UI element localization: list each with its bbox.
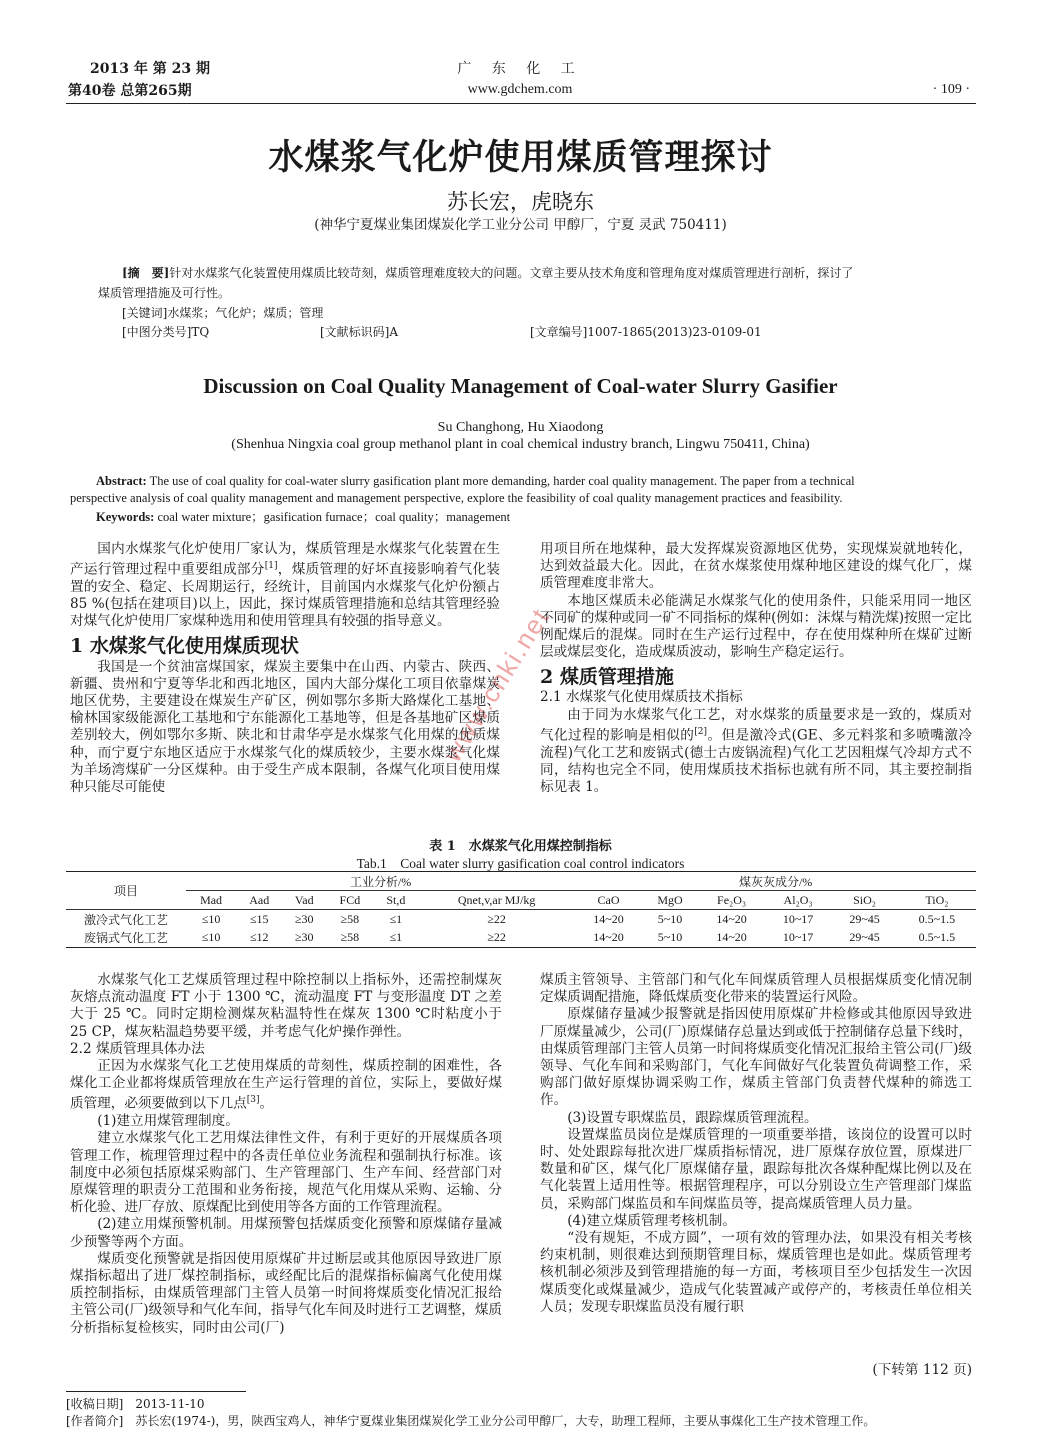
section-2-1-paragraph: 由于同为水煤浆气化工艺，对水煤浆的质量要求是一致的，煤质对气化过程的影响是相似的[2]。但是激冷式(GE、多元料浆和多喷嘴激冷流程)气化工艺和废锅式(德士古废锅流程)气化工艺因粗煤气冷却方式不同，结构也完全不同，使用煤质技术指标也就有所不同，其主要控制指标见表 1。: [540, 706, 973, 795]
indicator-control-paragraph: 水煤浆气化工艺煤质管理过程中除控制以上指标外，还需控制煤灰灰熔点流动温度 FT 小于 1300 ℃，流动温度 FT 与变形温度 DT 之差大于 25 ℃。同时定期检测煤灰粘温特性在煤灰 1300 ℃时粘度小于 25 CP，煤灰粘温趋势要平缓，并考虑气化炉操作弹性。: [70, 972, 502, 1040]
affiliation-en: (Shenhua Ningxia coal group methanol plant in coal chemical industry branch, Lingwu 750411, China): [231, 437, 810, 452]
watermark: www.cnki.net: [437, 602, 556, 768]
table-cell: 5~10: [657, 911, 683, 926]
document-code: [文献标识码]A: [320, 325, 399, 339]
table-cell: 10~17: [782, 930, 814, 945]
measure-3-heading: (3)设置专职煤监员，跟踪煤质管理流程。: [567, 1109, 818, 1126]
table-header-cell: St,d: [374, 891, 418, 910]
table-cell: 29~45: [849, 911, 880, 926]
intro-paragraph: 国内水煤浆气化炉使用厂家认为，煤质管理是水煤浆气化装置在生产运行管理过程中重要组成部分[1]，煤质管理的好坏直接影响着气化装置的安全、稳定、长周期运行，经统计，目前国内水煤浆气化炉份额占 85 %(包括在建项目)以上，因此，探讨煤质管理措施和总结其管理经验对煤气化炉使用厂家煤种选用和使用管理具有较强的指导意义。: [70, 541, 501, 630]
measure-1-paragraph: 建立水煤浆气化工艺用煤法律性文件，有利于更好的开展煤质各项管理工作，梳理管理过程中的各责任单位业务流程和强制执行标准。该制度中必须包括原煤采购部门、生产管理部门、生产车间、经营部门对原煤管理的职责分工范围和业务衔接，规范气化用煤从采购、运输、分析化验、进厂存放、原煤配比到使用等各方面的工作管理流程。: [70, 1130, 502, 1216]
table-cell: 10~17: [782, 911, 814, 926]
table-cell: ≥58: [340, 911, 360, 926]
table-header-cell: Fe₂O₃: [698, 891, 765, 910]
right-column-bottom: [540, 972, 972, 1316]
section-1-paragraph: 我国是一个贫油富煤国家，煤炭主要集中在山西、内蒙古、陕西、新疆、贵州和宁夏等华北和西北地区，国内大部分煤化工项目依靠煤炭地区优势，主要建设在煤炭生产矿区，例如鄂尔多斯大路煤化工基地、榆林国家级能源化工基地和宁东能源化工基地等，但是各基地矿区煤质差别较大，例如鄂尔多斯、陕北和甘肃华亭是水煤浆气化用煤的优质煤种，而宁夏宁东地区适应于水煤浆气化的煤质较少，主要水煤浆气化煤为羊场湾煤矿一分区煤种。由于受生产成本限制，各煤气化项目使用煤种只能尽可能使: [70, 658, 500, 795]
continued-paragraph-2: 煤质主管领导、主管部门和气化车间煤质管理人员根据煤质变化情况制定煤质调配措施，降低煤质变化带来的装置运行风险。: [540, 972, 972, 1006]
abstract-en-line1: Abstract: The use of coal quality for coal-water slurry gasification plant more demanding, harder coal quality management. The paper from a technical: [96, 474, 855, 488]
table-cell: ≥22: [487, 930, 506, 945]
table-cell: ≤10: [201, 911, 221, 926]
section-1-heading: 1 水煤浆气化使用煤质现状: [70, 634, 299, 657]
table-header-cell: Mad: [186, 891, 236, 910]
table-header-cell: MgO: [642, 891, 699, 910]
table-header-cell: Aad: [236, 891, 282, 910]
authors-zh: 苏长宏，虎晓东: [447, 190, 594, 214]
coal-change-warning-paragraph: 煤质变化预警就是指因使用原煤矿井过断层或其他原因导致进厂原煤指标超出了进厂煤控制指标，或经配比后的混煤指标偏离气化使用煤质控制指标，由煤质管理部门主管人员第一时间将煤质变化情况汇报给主管公司(厂)级领导和气化车间，指导气化车间及时进行工艺调整，煤质分析指标复检核实，同时由公司(厂): [70, 1250, 503, 1336]
table-group-header-row: [66, 872, 976, 891]
coal-indicator-table: [66, 871, 976, 948]
table-cell: ≥30: [294, 911, 314, 926]
keywords-en: Keywords: coal water mixture；gasification furnace；coal quality；management: [96, 510, 511, 524]
table-cell: ≥30: [294, 930, 314, 945]
table-header-cell: Al₂O₃: [765, 891, 832, 910]
left-column-top: [70, 541, 500, 796]
table-caption-en: Tab.1 Coal water slurry gasification coal control indicators: [356, 856, 685, 871]
continued-on-note: (下转第 112 页): [872, 1362, 972, 1378]
table-header-cell: Vad: [282, 891, 326, 910]
received-date: [收稿日期] 2013-11-10: [66, 1397, 205, 1411]
table-cell: 29~45: [849, 930, 880, 945]
table-cell: 14~20: [593, 911, 624, 926]
table-cell: ≤10: [201, 930, 221, 945]
table-cell: ≤1: [389, 911, 403, 926]
continued-paragraph: 用项目所在地煤种，最大发挥煤炭资源地区优势，实现煤炭就地转化，达到效益最大化。因此，在贫水煤浆使用煤种地区建设的煤气化厂，煤质管理难度非常大。: [540, 541, 972, 592]
right-column-top: [540, 541, 972, 796]
title-zh: 水煤浆气化炉使用煤质管理探讨: [268, 137, 773, 178]
authors-en: Su Changhong, Hu Xiaodong: [437, 420, 604, 435]
measure-4-paragraph: “没有规矩，不成方圆”，一项有效的管理办法，如果没有相关考核约束机制，则很难达到预期管理目标，煤质管理也是如此。煤质管理考核机制必须涉及到管理措施的每一方面，考核项目至少包括发生一次因煤质变化或煤量减少，造成气化装置减产或停产的，考核责任单位相关人员；发现专职煤监员没有履行职: [540, 1230, 972, 1315]
abstract-en-line2: perspective analysis of coal quality management and management perspective, explore the feasibility of coal quality management practices and feasibility.: [70, 491, 843, 505]
table-row-label: 废锅式气化工艺: [83, 931, 168, 946]
table-row-label: 激冷式气化工艺: [83, 912, 168, 927]
table-cell: 0.5~1.5: [918, 930, 956, 945]
table-cell: ≥22: [487, 911, 506, 926]
affiliation-zh: (神华宁夏煤业集团煤炭化学工业分公司 甲醇厂，宁夏 灵武 750411): [314, 217, 727, 233]
footer-rule: [66, 1391, 246, 1392]
table-cell: 14~20: [593, 930, 624, 945]
measure-1-heading: (1)建立用煤管理制度。: [97, 1113, 239, 1130]
table-group-ash: 煤灰灰成分/%: [575, 872, 976, 891]
table-cell: ≥58: [340, 930, 360, 945]
table-group-proximate: 工业分析/%: [186, 872, 575, 891]
measure-4-heading: (4)建立煤质管理考核机制。: [567, 1212, 736, 1229]
keywords-zh: [关键词]水煤浆；气化炉；煤质；管理: [122, 306, 324, 320]
table-cell: 14~20: [716, 911, 747, 926]
measure-2-heading: (2)建立用煤预警机制。用煤预警包括煤质变化预警和原煤储存量减少预警等两个方面。: [70, 1216, 502, 1250]
issue-line2: 第40卷 总第265期: [68, 83, 192, 99]
table-cell: 14~20: [716, 930, 747, 945]
table-cell: ≤1: [389, 930, 403, 945]
table-header-cell: FCd: [326, 891, 374, 910]
header-rule: [66, 103, 976, 104]
abstract-zh-line2: 煤质管理措施及可行性。: [98, 286, 231, 300]
table-header-item: 项目: [66, 872, 186, 910]
journal-website: www.gdchem.com: [467, 82, 573, 97]
management-intro-paragraph: 正因为水煤浆气化工艺使用煤质的苛刻性，煤质控制的困难性，各煤化工企业都将煤质管理放在生产运行管理的首位，实际上，要做好煤质管理，必须要做到以下几点[3]。: [70, 1058, 502, 1112]
issue-line1: 2013 年 第 23 期: [90, 61, 210, 77]
table-row: [66, 910, 976, 929]
regional-coal-paragraph: 本地区煤质未必能满足水煤浆气化的使用条件，只能采用同一地区不同矿的煤种或同一矿不同指标的煤种(例如：沫煤与精洗煤)按照一定比例配煤后的混煤。同时在生产运行过程中，存在使用煤种所在煤矿过断层或煤层变化，造成煤质波动，影响生产稳定运行。: [540, 592, 973, 661]
page-number: · 109 ·: [932, 82, 970, 97]
table-header-cell: SiO₂: [831, 891, 898, 910]
measure-3-paragraph: 设置煤监员岗位是煤质管理的一项重要举措，该岗位的设置可以时时、处处跟踪每批次进厂煤质指标情况，进厂原煤存放位置，原煤进厂数量和矿区，煤气化厂原煤储存量，跟踪每批次各煤种配煤比例以及在气化装置上适用性等。根据管理程序，可以分别设立生产管理部门煤监员，采购部门煤监员和车间煤监员等，提高煤质管理人员力量。: [540, 1126, 972, 1212]
table-cell: 5~10: [657, 930, 683, 945]
table-row: [66, 929, 976, 948]
keywords-en-label: Keywords:: [96, 510, 155, 524]
table-cell: ≤12: [249, 930, 269, 945]
section-2-heading: 2 煤质管理措施: [540, 666, 674, 689]
abstract-zh-line1: [摘 要]针对水煤浆气化装置使用煤质比较苛刻，煤质管理难度较大的问题。文章主要从技术角度和管理角度对煤质管理进行剖析，探讨了: [122, 266, 854, 280]
abstract-zh-label: [摘 要]: [122, 266, 170, 280]
author-bio: [作者简介] 苏长宏(1974-)，男，陕西宝鸡人，神华宁夏煤业集团煤炭化学工业分公司甲醇厂，大专，助理工程师，主要从事煤化工生产技术管理工作。: [66, 1414, 876, 1428]
clc-code: [中图分类号]TQ: [122, 325, 210, 339]
article-number: [文章编号]1007-1865(2013)23-0109-01: [530, 325, 762, 339]
table-header-cell: CaO: [575, 891, 642, 910]
table-cell: 0.5~1.5: [918, 911, 956, 926]
table-header-cell: Qnet,v,ar MJ/kg: [418, 891, 575, 910]
section-2-1-heading: 2.1 水煤浆气化使用煤质技术指标: [540, 689, 743, 706]
table-header-row: [66, 891, 976, 910]
table-header-cell: TiO₂: [898, 891, 976, 910]
table-cell: ≤15: [249, 911, 269, 926]
table-caption-zh: 表 1 水煤浆气化用煤控制指标: [429, 839, 612, 854]
abstract-en-label: Abstract:: [96, 474, 147, 488]
left-column-bottom: [70, 972, 502, 1337]
title-en: Discussion on Coal Quality Management of Coal-water Slurry Gasifier: [203, 374, 838, 398]
section-2-2-heading: 2.2 煤质管理具体办法: [70, 1040, 205, 1057]
journal-name: 广 东 化 工: [457, 61, 583, 77]
storage-warning-paragraph: 原煤储存量减少报警就是指因使用原煤矿井检修或其他原因导致进厂原煤量减少，公司(厂)原煤储存总量达到或低于控制储存总量下线时，由煤质管理部门主管人员第一时间将煤质变化情况汇报给主管公司(厂)级领导、气化车间和采购部门，气化车间做好气化装置负荷调整工作，采购部门做好原煤协调采购工作，煤质主管部门负责替代煤种的筛选工作。: [540, 1006, 973, 1109]
